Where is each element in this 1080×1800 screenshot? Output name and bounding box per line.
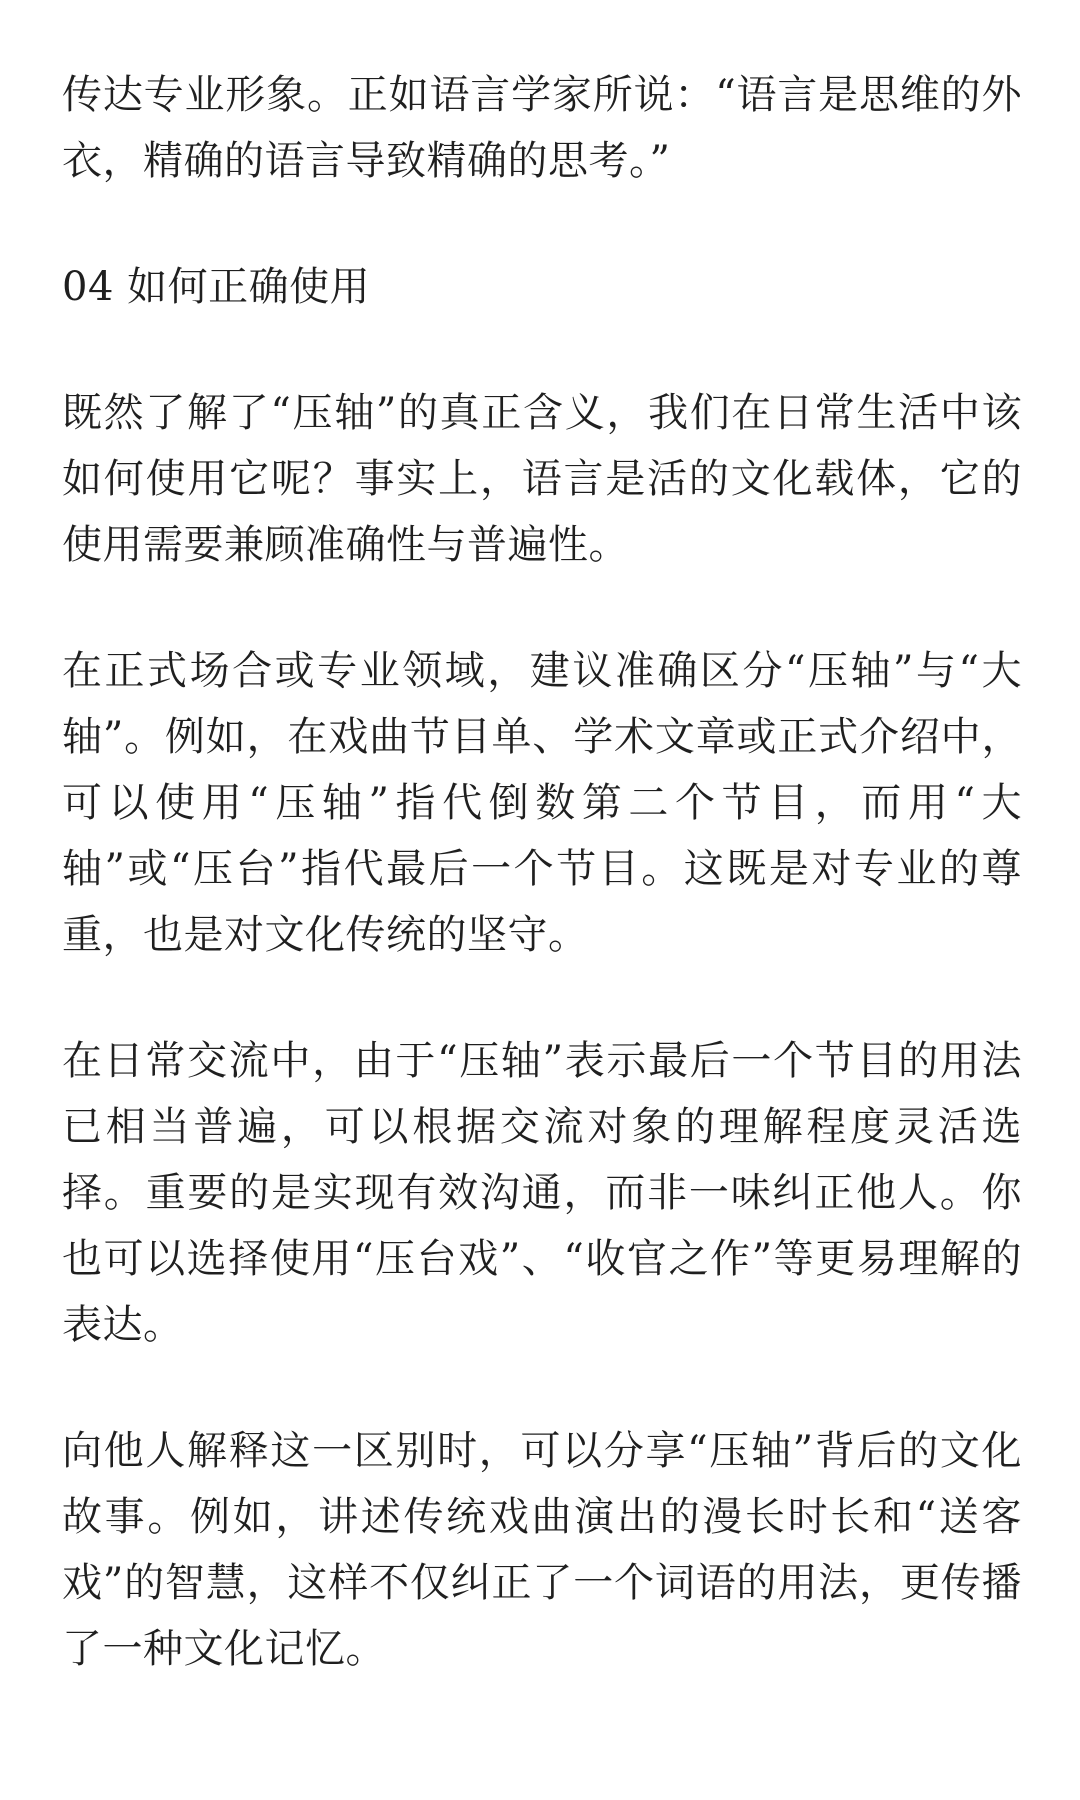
section-heading: 04 如何正确使用 [62, 264, 371, 310]
paragraph-usage-intro: 既然了解了“压轴”的真正含义，我们在日常生活中该如何使用它呢？事实上，语言是活的文化载体，它的使用需要兼顾准确性与普遍性。 [62, 390, 1022, 568]
paragraph-formal-usage: 在正式场合或专业领域，建议准确区分“压轴”与“大轴”。例如，在戏曲节目单、学术文章或正式介绍中，可以使用“压轴”指代倒数第二个节目，而用“大轴”或“压台”指代最后一个节目。这既是对专业的尊重，也是对文化传统的坚守。 [62, 648, 1022, 958]
paragraph-explaining: 向他人解释这一区别时，可以分享“压轴”背后的文化故事。例如，讲述传统戏曲演出的漫长时长和“送客戏”的智慧，这样不仅纠正了一个词语的用法，更传播了一种文化记忆。 [62, 1428, 1022, 1672]
paragraph-daily-usage: 在日常交流中，由于“压轴”表示最后一个节目的用法已相当普遍，可以根据交流对象的理解程度灵活选择。重要的是实现有效沟通，而非一味纠正他人。你也可以选择使用“压台戏”、“收官之作”等更易理解的表达。 [62, 1038, 1022, 1348]
paragraph-intro-quote: 传达专业形象。正如语言学家所说：“语言是思维的外衣，精确的语言导致精确的思考。” [62, 72, 1022, 184]
